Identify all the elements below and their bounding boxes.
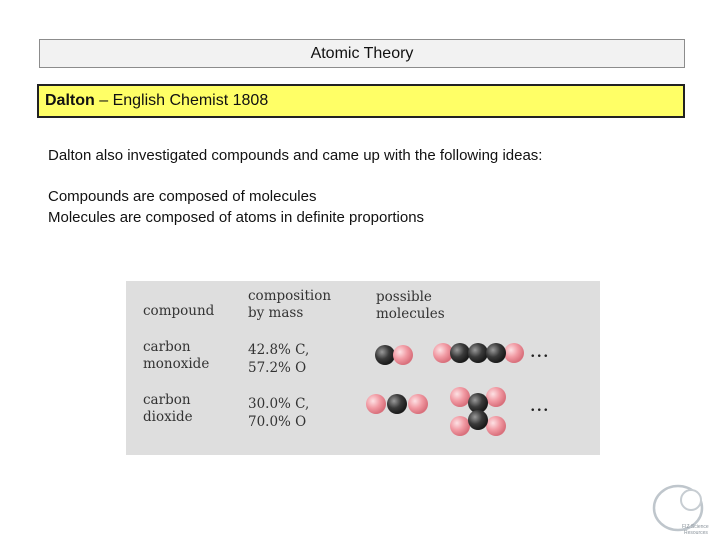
row2-ellipsis: ... [530, 391, 550, 416]
carbon-atom [375, 345, 395, 365]
header-composition-2: by mass [248, 305, 304, 321]
logo-text-1: FIZ Science [682, 524, 709, 530]
row1-compound-1: carbon [143, 339, 191, 355]
slide-title [39, 39, 685, 68]
oxygen-atom [393, 345, 413, 365]
row1-ellipsis: ... [530, 337, 550, 362]
slide-title-text: Atomic Theory [310, 44, 414, 62]
carbon-atom [468, 410, 488, 430]
compound-table [126, 281, 600, 455]
row2-comp-2: 70.0% O [248, 414, 307, 430]
co2-molecule [362, 389, 434, 419]
idea-2: Molecules are composed of atoms in definite proportions [48, 209, 425, 226]
oxygen-atom [408, 394, 428, 414]
idea-1: Compounds are composed of molecules [48, 188, 317, 205]
intro-text: Dalton also investigated compounds and came up with the following ideas: [48, 147, 543, 164]
row1-comp-2: 57.2% O [248, 360, 307, 376]
carbon-atom [387, 394, 407, 414]
c2o2-molecule [431, 339, 531, 369]
science-resources-logo [648, 482, 714, 537]
header-molecules-2: molecules [376, 306, 445, 322]
header-compound: compound [143, 303, 215, 319]
logo-text-2: Resources [684, 530, 708, 536]
row1-compound-2: monoxide [143, 356, 210, 372]
oxygen-atom [486, 387, 506, 407]
subtitle-name: Dalton [45, 92, 95, 109]
carbon-atom [468, 343, 488, 363]
subtitle-rest: – English Chemist 1808 [94, 92, 269, 109]
carbon-atom [450, 343, 470, 363]
row1-comp-1: 42.8% C, [248, 342, 310, 358]
header-molecules-1: possible [376, 289, 432, 305]
header-composition-1: composition [248, 288, 332, 304]
row2-comp-1: 30.0% C, [248, 396, 310, 412]
oxygen-atom [450, 416, 470, 436]
co-molecule [370, 339, 428, 369]
c2o4-molecule [444, 381, 520, 441]
row2-compound-1: carbon [143, 392, 191, 408]
oxygen-atom [366, 394, 386, 414]
oxygen-atom [450, 387, 470, 407]
carbon-atom [486, 343, 506, 363]
row2-compound-2: dioxide [143, 409, 193, 425]
subtitle-banner [37, 84, 685, 118]
oxygen-atom [486, 416, 506, 436]
oxygen-atom [504, 343, 524, 363]
logo-bubble-icon [681, 490, 701, 510]
